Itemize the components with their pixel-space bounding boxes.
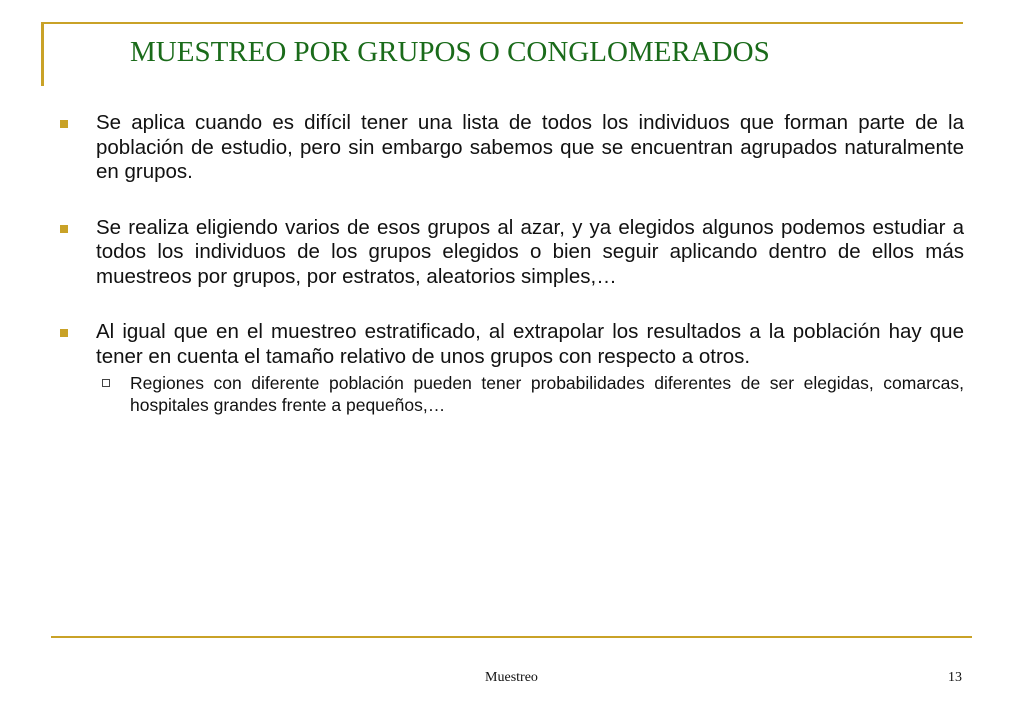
frame-top-rule (41, 22, 963, 24)
slide-content (58, 111, 964, 416)
square-bullet-icon (60, 329, 68, 337)
bullet-item (58, 216, 964, 290)
bullet-text: Se aplica cuando es difícil tener una lista de todos los individuos que forman parte de la población de estudio, pero sin embargo sabemos que se encuentran agrupados naturalmente en grupos. (96, 111, 964, 183)
footer-label: Muestreo (485, 670, 538, 685)
bullet-item (58, 320, 964, 369)
sub-bullet-text: Regiones con diferente población pueden tener probabilidades diferentes de ser elegidas, comarcas, hospitales grandes frente a pequeños,… (130, 373, 964, 415)
square-bullet-icon (60, 225, 68, 233)
square-bullet-icon (60, 120, 68, 128)
footer-rule (51, 636, 972, 638)
hollow-square-bullet-icon (102, 379, 110, 387)
bullet-text: Al igual que en el muestreo estratificado, al extrapolar los resultados a la población hay que tener en cuenta el tamaño relativo de unos grupos con respecto a otros. (96, 320, 964, 368)
sub-bullet-item (96, 373, 964, 416)
frame-vertical-rule (41, 22, 44, 86)
bullet-item (58, 111, 964, 185)
page-number: 13 (948, 670, 962, 685)
bullet-text: Se realiza eligiendo varios de esos grupos al azar, y ya elegidos algunos podemos estudiar a todos los individuos de los grupos elegidos o bien seguir aplicando dentro de ellos más muestreos por grupos, por estratos, aleatorios simples,… (96, 215, 964, 288)
slide-title: MUESTREO POR GRUPOS O CONGLOMERADOS (130, 36, 770, 68)
